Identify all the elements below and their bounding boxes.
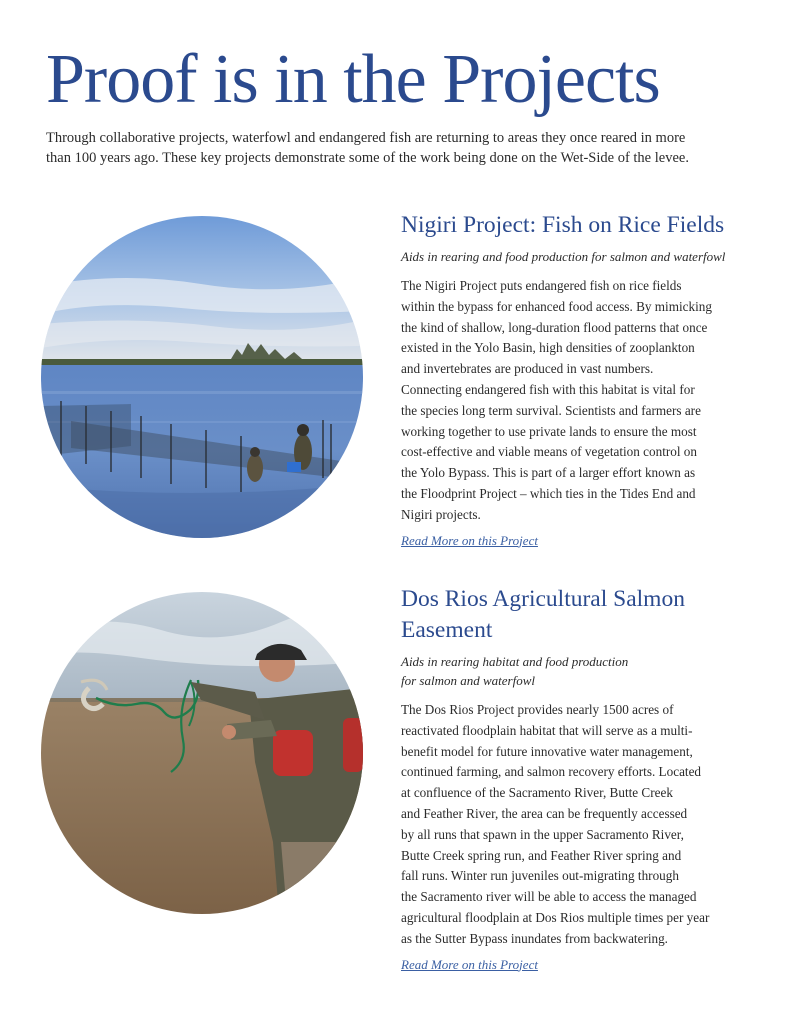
intro-paragraph bbox=[46, 128, 746, 168]
project-description bbox=[401, 276, 751, 526]
body-line: cost-effective and viable means of vegetation control on bbox=[401, 444, 697, 460]
intro-line: Through collaborative projects, waterfowl and endangered fish are returning to areas they once reared in more bbox=[46, 130, 686, 146]
nigiri-project-photo bbox=[41, 216, 363, 538]
body-line: Connecting endangered fish with this habitat is vital for bbox=[401, 381, 695, 397]
body-line: and invertebrates are produced in vast numbers. bbox=[401, 361, 654, 377]
body-line: The Dos Rios Project provides nearly 1500 acres of bbox=[401, 702, 674, 717]
project-subtitle-line: Aids in rearing habitat and food production bbox=[401, 654, 629, 669]
project-title bbox=[401, 210, 751, 241]
body-line: the species long term survival. Scientists and farmers are bbox=[401, 402, 701, 418]
project-subtitle-line: Aids in rearing and food production for salmon and waterfowl bbox=[401, 249, 726, 264]
body-line: benefit model for future innovative water management, bbox=[401, 743, 693, 759]
project-title bbox=[401, 584, 751, 646]
project-title-line: Nigiri Project: Fish on Rice Fields bbox=[401, 212, 725, 238]
project-title-line: Easement bbox=[401, 617, 493, 643]
body-line: reactivated floodplain habitat that will serve as a multi- bbox=[401, 722, 693, 738]
body-line: the Floodprint Project – which ties in the Tides End and bbox=[401, 485, 696, 501]
project-dos-rios bbox=[401, 584, 751, 974]
body-line: as the Sutter Bypass inundates from backwatering. bbox=[401, 930, 668, 946]
project-description bbox=[401, 700, 751, 950]
page-title: Proof is in the Projects bbox=[46, 41, 660, 118]
body-line: agricultural floodplain at Dos Rios multiple times per year bbox=[401, 909, 710, 925]
body-line: The Nigiri Project puts endangered fish on rice fields bbox=[401, 278, 682, 293]
body-line: working together to use private lands to ensure the most bbox=[401, 423, 697, 439]
intro-line: than 100 years ago. These key projects demonstrate some of the work being done on the Wet-Side of the levee. bbox=[46, 150, 689, 166]
body-line: the Sacramento river will be able to access the managed bbox=[401, 889, 697, 905]
project-nigiri bbox=[401, 210, 751, 550]
body-line: the Yolo Bypass. This is part of a larger effort known as bbox=[401, 465, 696, 481]
body-line: Nigiri projects. bbox=[401, 506, 481, 522]
body-line: existed in the Yolo Basin, high densities of zooplankton bbox=[401, 340, 695, 356]
body-line: at confluence of the Sacramento River, Butte Creek bbox=[401, 785, 673, 801]
project-subtitle bbox=[401, 652, 751, 690]
body-line: within the bypass for enhanced food access. By mimicking bbox=[401, 298, 712, 314]
body-line: Butte Creek spring run, and Feather River spring and bbox=[401, 847, 682, 863]
body-line: the kind of shallow, long-duration flood patterns that once bbox=[401, 319, 708, 335]
project-title-line: Dos Rios Agricultural Salmon bbox=[401, 586, 685, 612]
body-line: continued farming, and salmon recovery efforts. Located bbox=[401, 764, 702, 780]
body-line: fall runs. Winter run juveniles out-migrating through bbox=[401, 868, 679, 884]
dos-rios-project-photo bbox=[41, 592, 363, 914]
project-subtitle bbox=[401, 247, 751, 266]
read-more-link[interactable]: Read More on this Project bbox=[401, 956, 538, 972]
project-subtitle-line: for salmon and waterfowl bbox=[401, 673, 535, 688]
body-line: by all runs that spawn in the upper Sacramento River, bbox=[401, 826, 684, 842]
body-line: and Feather River, the area can be frequently accessed bbox=[401, 805, 688, 821]
read-more-link[interactable]: Read More on this Project bbox=[401, 532, 538, 548]
